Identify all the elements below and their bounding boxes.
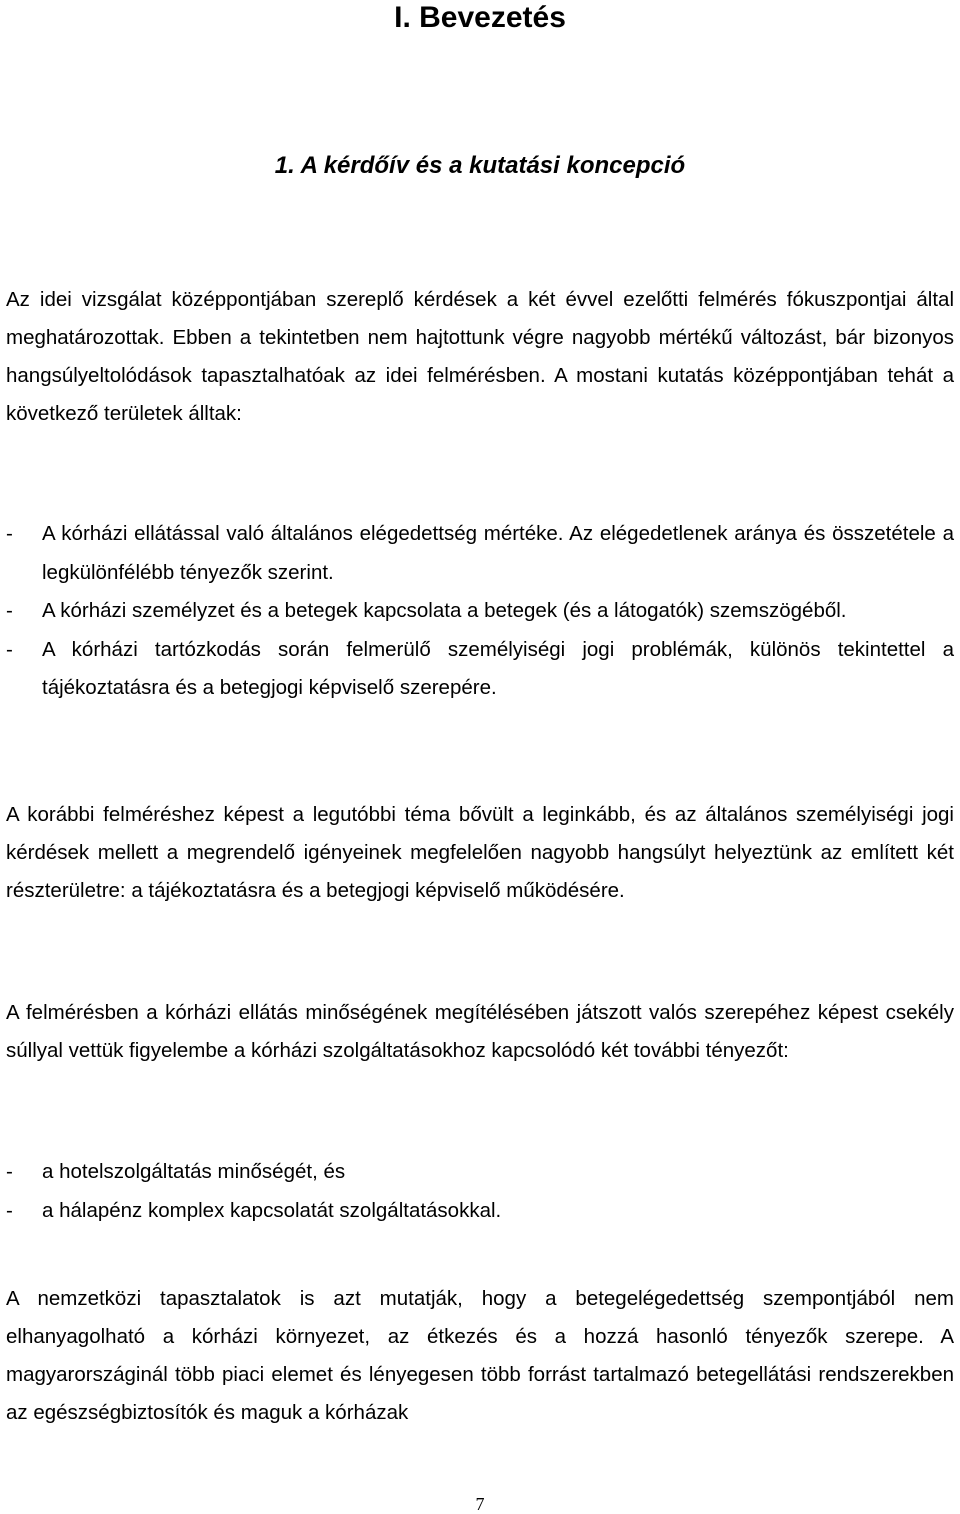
list-bullet: - <box>6 637 13 661</box>
paragraph-international: A nemzetközi tapasztalatok is azt mutatják, hogy a betegelégedettség szempontjából nem elhanyagolható a kórházi környezet, az étkezés és a hozzá hasonló tényezők szerepe. A magyarországinál több piaci elemet és lényegesen több forrást tartalmazó betegellátási rendszerekben az egészségbiztosítók és maguk a kórházak <box>6 1287 954 1424</box>
paragraph-intro: Az idei vizsgálat középpontjában szereplő kérdések a két évvel ezelőtti felmérés fókuszpontjai által meghatározottak. Ebben a tekintetben nem hajtottunk végre nagyobb mértékű változást, bár bizonyos hangsúlyeltolódások tapasztalhatóak az idei felmérésben. A mostani kutatás középpontjában tehát a következő területek álltak: <box>6 288 954 425</box>
paragraph-factors: A felmérésben a kórházi ellátás minőségének megítélésében játszott valós szerepéhez képest csekély súllyal vettük figyelembe a kórházi szolgáltatásokhoz kapcsolódó két további tényezőt: <box>6 1001 954 1062</box>
additional-factors-list <box>6 1153 954 1230</box>
list-bullet: - <box>6 522 13 545</box>
research-areas-list <box>6 515 954 708</box>
list-item <box>6 1192 954 1231</box>
list-bullet: - <box>6 1198 13 1222</box>
page-number: 7 <box>475 1494 485 1514</box>
list-item-text: A kórházi ellátással való általános elégedettség mértéke. Az elégedetlenek aránya és összetétele a legkülönfélébb tényezők szerint. <box>42 522 954 584</box>
list-item-text: A kórházi személyzet és a betegek kapcsolata a betegek (és a látogatók) szemszögéből. <box>42 599 847 622</box>
list-item <box>6 592 954 631</box>
list-item-text: a hálapénz komplex kapcsolatát szolgáltatásokkal. <box>42 1198 502 1222</box>
section-title: 1. A kérdőív és a kutatási koncepció <box>274 152 686 179</box>
list-item-text: a hotelszolgáltatás minőségét, és <box>42 1160 346 1183</box>
chapter-title: I. Bevezetés <box>394 1 566 34</box>
list-bullet: - <box>6 1160 13 1183</box>
list-bullet: - <box>6 599 13 622</box>
paragraph-comparison: A korábbi felméréshez képest a legutóbbi téma bővült a leginkább, és az általános személyiségi jogi kérdések mellett a megrendelő igényeinek megfelelően nagyobb hangsúlyt helyeztünk az említett két részterületre: a tájékoztatásra és a betegjogi képviselő működésére. <box>6 803 954 902</box>
list-item-text: A kórházi tartózkodás során felmerülő személyiségi jogi problémák, különös tekintettel a tájékoztatásra és a betegjogi képviselő szerepére. <box>42 637 954 699</box>
list-item <box>6 631 954 708</box>
list-item <box>6 515 954 592</box>
list-item <box>6 1153 954 1192</box>
